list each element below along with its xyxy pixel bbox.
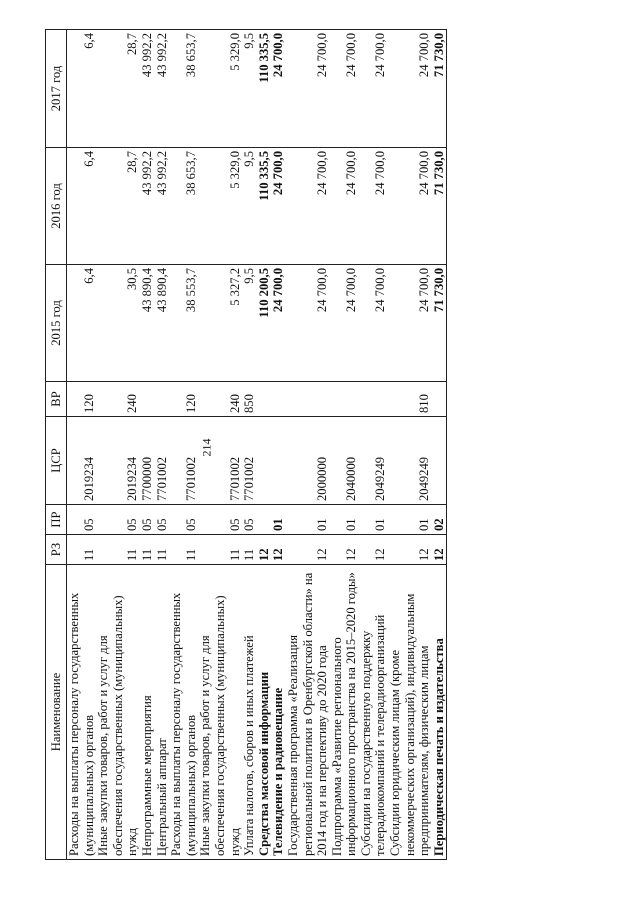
row-csr-cell: 7701002 bbox=[242, 417, 257, 505]
row-vr-cell bbox=[140, 382, 155, 417]
row-value-2015: 9,5 bbox=[242, 265, 257, 382]
row-value-2017: 24 700,0 bbox=[359, 30, 388, 148]
row-vr-cell bbox=[271, 382, 286, 417]
row-value-2016: 28,7 bbox=[96, 148, 140, 265]
table-row bbox=[330, 30, 359, 860]
row-value-2015: 43 890,4 bbox=[140, 265, 155, 382]
row-csr-cell: 7701002 bbox=[198, 417, 242, 505]
row-vr-cell: 850 bbox=[242, 382, 257, 417]
row-value-2016: 24 700,0 bbox=[271, 148, 286, 265]
row-vr-cell bbox=[359, 382, 388, 417]
row-value-2017: 71 730,0 bbox=[432, 30, 447, 148]
header-csr: ЦСР bbox=[46, 417, 67, 505]
table-row bbox=[169, 30, 198, 860]
row-value-2017: 28,7 bbox=[96, 30, 140, 148]
row-csr-cell bbox=[432, 417, 447, 505]
row-value-2016: 71 730,0 bbox=[432, 148, 447, 265]
row-rz-cell: 11 bbox=[198, 535, 242, 565]
row-name-cell: Центральный аппарат bbox=[155, 565, 170, 860]
table-row bbox=[359, 30, 388, 860]
row-csr-cell: 2000000 bbox=[286, 417, 330, 505]
row-name-cell: Подпрограмма «Развитие регионального информационного пространства на 2015–2020 годы» bbox=[330, 565, 359, 860]
row-value-2015: 38 553,7 bbox=[169, 265, 198, 382]
row-value-2017: 9,5 bbox=[242, 30, 257, 148]
row-vr-cell bbox=[155, 382, 170, 417]
row-value-2017: 5 329,0 bbox=[198, 30, 242, 148]
row-pr-cell: 05 bbox=[198, 505, 242, 535]
header-vr: ВР bbox=[46, 382, 67, 417]
row-value-2016: 38 653,7 bbox=[169, 148, 198, 265]
table-row bbox=[271, 30, 286, 860]
row-vr-cell: 240 bbox=[96, 382, 140, 417]
row-value-2016: 24 700,0 bbox=[330, 148, 359, 265]
table-row bbox=[242, 30, 257, 860]
row-csr-cell: 7700000 bbox=[140, 417, 155, 505]
row-vr-cell: 810 bbox=[388, 382, 432, 417]
row-name-cell: Непрограммные мероприятия bbox=[140, 565, 155, 860]
row-value-2015: 24 700,0 bbox=[359, 265, 388, 382]
row-value-2016: 6,4 bbox=[67, 148, 97, 265]
row-csr-cell: 2049249 bbox=[388, 417, 432, 505]
table-row bbox=[140, 30, 155, 860]
row-rz-cell: 12 bbox=[271, 535, 286, 565]
header-pr: ПР bbox=[46, 505, 67, 535]
row-value-2017: 24 700,0 bbox=[286, 30, 330, 148]
page-number: 214 bbox=[199, 438, 214, 457]
row-csr-cell: 7701002 bbox=[169, 417, 198, 505]
row-pr-cell: 05 bbox=[96, 505, 140, 535]
header-year-2015: 2015 год bbox=[46, 265, 67, 382]
row-rz-cell: 12 bbox=[330, 535, 359, 565]
row-rz-cell: 11 bbox=[140, 535, 155, 565]
row-value-2015: 5 327,2 bbox=[198, 265, 242, 382]
row-value-2016: 24 700,0 bbox=[359, 148, 388, 265]
row-csr-cell bbox=[257, 417, 272, 505]
table-row bbox=[388, 30, 432, 860]
row-value-2017: 24 700,0 bbox=[388, 30, 432, 148]
row-csr-cell: 2040000 bbox=[330, 417, 359, 505]
row-csr-cell: 2049249 bbox=[359, 417, 388, 505]
row-value-2017: 38 653,7 bbox=[169, 30, 198, 148]
row-name-cell: Иные закупки товаров, работ и услуг для обеспечения государственных (муниципальных) нужд bbox=[96, 565, 140, 860]
table-row bbox=[286, 30, 330, 860]
header-year-2017: 2017 год bbox=[46, 30, 67, 148]
row-vr-cell bbox=[257, 382, 272, 417]
row-pr-cell: 01 bbox=[388, 505, 432, 535]
row-rz-cell: 11 bbox=[96, 535, 140, 565]
row-name-cell: Государственная программа «Реализация региональной политики в Оренбургской области» на 2014 год и на перспективу до 2020 года bbox=[286, 565, 330, 860]
row-name-cell: Расходы на выплаты персоналу государственных (муниципальных) органов bbox=[169, 565, 198, 860]
row-value-2017: 43 992,2 bbox=[155, 30, 170, 148]
row-pr-cell: 01 bbox=[330, 505, 359, 535]
row-pr-cell: 01 bbox=[286, 505, 330, 535]
row-value-2015: 71 730,0 bbox=[432, 265, 447, 382]
row-name-cell: Расходы на выплаты персоналу государственных (муниципальных) органов bbox=[67, 565, 97, 860]
row-rz-cell: 12 bbox=[359, 535, 388, 565]
row-csr-cell: 2019234 bbox=[67, 417, 97, 505]
row-name-cell: Периодическая печать и издательства bbox=[432, 565, 447, 860]
row-rz-cell: 11 bbox=[67, 535, 97, 565]
row-vr-cell: 120 bbox=[67, 382, 97, 417]
row-pr-cell bbox=[257, 505, 272, 535]
row-rz-cell: 12 bbox=[286, 535, 330, 565]
row-name-cell: Уплата налогов, сборов и иных платежей bbox=[242, 565, 257, 860]
table-header-row bbox=[46, 30, 67, 860]
row-vr-cell bbox=[330, 382, 359, 417]
table-row bbox=[155, 30, 170, 860]
budget-table bbox=[45, 29, 447, 860]
row-rz-cell: 12 bbox=[388, 535, 432, 565]
row-value-2017: 24 700,0 bbox=[271, 30, 286, 148]
table-body bbox=[67, 30, 447, 860]
row-pr-cell: 02 bbox=[432, 505, 447, 535]
row-value-2017: 43 992,2 bbox=[140, 30, 155, 148]
row-value-2017: 24 700,0 bbox=[330, 30, 359, 148]
row-name-cell: Субсидии на государственную поддержку телерадиокомпаний и телерадиоорганизаций bbox=[359, 565, 388, 860]
row-rz-cell: 12 bbox=[432, 535, 447, 565]
row-rz-cell: 11 bbox=[242, 535, 257, 565]
row-value-2017: 6,4 bbox=[67, 30, 97, 148]
table-row bbox=[432, 30, 447, 860]
row-vr-cell: 240 bbox=[198, 382, 242, 417]
row-pr-cell: 05 bbox=[169, 505, 198, 535]
row-value-2015: 6,4 bbox=[67, 265, 97, 382]
row-vr-cell bbox=[286, 382, 330, 417]
row-csr-cell bbox=[271, 417, 286, 505]
row-name-cell: Средства массовой информации bbox=[257, 565, 272, 860]
row-name-cell: Телевидение и радиовещание bbox=[271, 565, 286, 860]
row-value-2016: 9,5 bbox=[242, 148, 257, 265]
row-vr-cell: 120 bbox=[169, 382, 198, 417]
rotated-table-container bbox=[45, 30, 615, 860]
row-value-2015: 24 700,0 bbox=[271, 265, 286, 382]
row-value-2015: 24 700,0 bbox=[330, 265, 359, 382]
row-value-2016: 5 329,0 bbox=[198, 148, 242, 265]
header-year-2016: 2016 год bbox=[46, 148, 67, 265]
row-value-2016: 43 992,2 bbox=[140, 148, 155, 265]
row-pr-cell: 05 bbox=[67, 505, 97, 535]
row-pr-cell: 05 bbox=[155, 505, 170, 535]
header-name: Наименование bbox=[46, 565, 67, 860]
row-csr-cell: 2019234 bbox=[96, 417, 140, 505]
table-row bbox=[257, 30, 272, 860]
table-row bbox=[96, 30, 140, 860]
row-name-cell: Субсидии юридическим лицам (кроме некоммерческих организаций), индивидуальным предпринимателям, физическим лицам bbox=[388, 565, 432, 860]
row-name-cell: Иные закупки товаров, работ и услуг для обеспечения государственных (муниципальных) нужд bbox=[198, 565, 242, 860]
row-value-2016: 43 992,2 bbox=[155, 148, 170, 265]
row-pr-cell: 01 bbox=[271, 505, 286, 535]
row-value-2016: 24 700,0 bbox=[388, 148, 432, 265]
row-value-2015: 43 890,4 bbox=[155, 265, 170, 382]
row-pr-cell: 05 bbox=[242, 505, 257, 535]
row-vr-cell bbox=[432, 382, 447, 417]
row-rz-cell: 12 bbox=[257, 535, 272, 565]
table-row bbox=[198, 30, 242, 860]
row-value-2015: 30,5 bbox=[96, 265, 140, 382]
table-row bbox=[67, 30, 97, 860]
row-value-2015: 24 700,0 bbox=[286, 265, 330, 382]
row-rz-cell: 11 bbox=[169, 535, 198, 565]
row-value-2015: 110 200,5 bbox=[257, 265, 272, 382]
row-pr-cell: 01 bbox=[359, 505, 388, 535]
row-pr-cell: 05 bbox=[140, 505, 155, 535]
row-value-2017: 110 335,5 bbox=[257, 30, 272, 148]
row-rz-cell: 11 bbox=[155, 535, 170, 565]
header-rz: РЗ bbox=[46, 535, 67, 565]
row-value-2015: 24 700,0 bbox=[388, 265, 432, 382]
row-value-2016: 24 700,0 bbox=[286, 148, 330, 265]
row-csr-cell: 7701002 bbox=[155, 417, 170, 505]
row-value-2016: 110 335,5 bbox=[257, 148, 272, 265]
